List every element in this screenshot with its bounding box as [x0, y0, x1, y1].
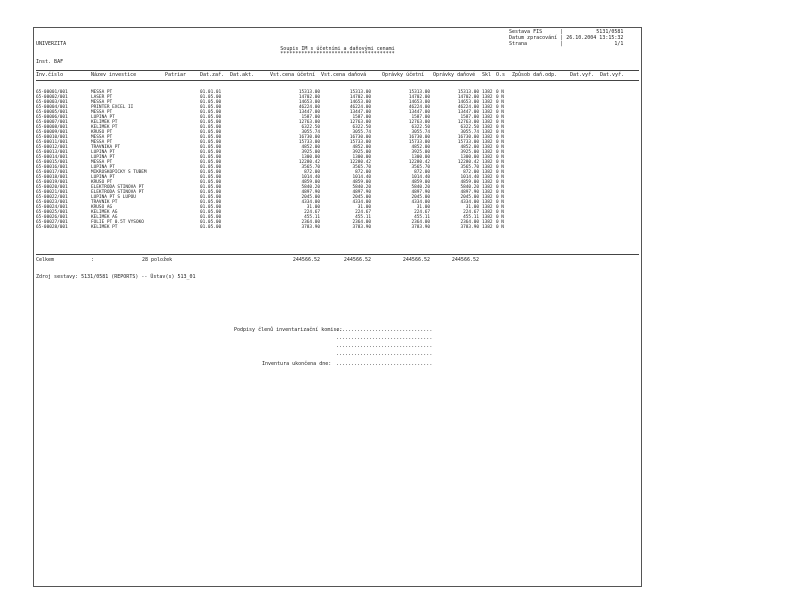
cell-opr_dan: 3565.70	[460, 165, 479, 170]
cell-vstup_uc: 14653.00	[298, 100, 320, 105]
cell-vstup_dan: 16730.00	[349, 135, 371, 140]
cell-zar: 01.05.00	[200, 175, 222, 180]
cell-name: LUPINA PT S LUPOU	[91, 195, 136, 200]
cell-sk: 1382	[482, 135, 493, 140]
cell-ods: 0 N	[496, 155, 504, 160]
cell-vstup_uc: 4859.00	[301, 180, 320, 185]
cell-vstup_dan: 15733.00	[349, 140, 371, 145]
cell-inv: 65-00015/001	[36, 160, 68, 165]
cell-name: MESSA PT	[91, 90, 113, 95]
cell-ods: 0 N	[496, 195, 504, 200]
cell-sk: 1382	[482, 160, 493, 165]
cell-opr_dan: 31.00	[465, 205, 479, 210]
cell-name: MESSA PT	[91, 135, 113, 140]
cell-opr_uc: 4334.00	[411, 200, 430, 205]
cell-opr_dan: 6322.50	[460, 125, 479, 130]
cell-inv: 65-00002/001	[36, 95, 68, 100]
cell-vstup_dan: 455.11	[355, 215, 371, 220]
cell-ods: 0 N	[496, 210, 504, 215]
cell-vstup_dan: 872.00	[355, 170, 371, 175]
cell-opr_uc: 15313.00	[408, 90, 430, 95]
cell-ods: 0 N	[496, 140, 504, 145]
cell-sk: 1382	[482, 155, 493, 160]
cell-vstup_uc: 15733.00	[298, 140, 320, 145]
cell-zar: 01.05.00	[200, 150, 222, 155]
cell-zar: 01.05.00	[200, 170, 222, 175]
total-vstup_uc: 244566.52	[292, 257, 320, 263]
cell-ods: 0 N	[496, 105, 504, 110]
cell-zar: 01.05.00	[200, 190, 222, 195]
total-count: 28 položek	[142, 257, 173, 263]
cell-opr_dan: 3783.90	[460, 225, 479, 230]
cell-name: MESSA PT	[91, 110, 113, 115]
cell-ods: 0 N	[496, 175, 504, 180]
cell-opr_uc: 12280.42	[408, 160, 430, 165]
signature-line-3: ................................	[336, 343, 433, 349]
cell-vstup_uc: 3783.90	[301, 225, 320, 230]
cell-zar: 01.01.01	[200, 90, 222, 95]
cell-zar: 01.05.00	[200, 205, 222, 210]
cell-opr_dan: 872.00	[463, 170, 479, 175]
cell-vstup_uc: 872.00	[304, 170, 320, 175]
total-vstup_dan: 244566.52	[343, 257, 371, 263]
column-header-opr_dan: Oprávky daňové	[433, 72, 476, 78]
cell-ods: 0 N	[496, 95, 504, 100]
cell-inv: 65-00007/001	[36, 120, 68, 125]
cell-ods: 0 N	[496, 205, 504, 210]
cell-name: MESSA PT	[91, 140, 113, 145]
cell-name: LUPINA PT	[91, 175, 115, 180]
signature-line-1: ................................	[336, 327, 433, 333]
cell-ods: 0 N	[496, 100, 504, 105]
cell-sk: 1382	[482, 115, 493, 120]
column-header-pat: Patriar	[165, 72, 187, 78]
cell-name: MESSA PT	[91, 100, 113, 105]
column-header-zp: Způsob daň.odp.	[512, 72, 558, 78]
cell-name: KELIMEK AG	[91, 210, 118, 215]
cell-ods: 0 N	[496, 200, 504, 205]
cell-inv: 65-00028/001	[36, 225, 68, 230]
cell-sk: 1382	[482, 205, 493, 210]
cell-zar: 01.05.00	[200, 185, 222, 190]
cell-vstup_uc: 3055.74	[301, 130, 320, 135]
cell-name: LASER PT	[91, 95, 113, 100]
cell-vstup_dan: 46224.00	[349, 105, 371, 110]
cell-sk: 1382	[482, 175, 493, 180]
cell-sk: 1382	[482, 220, 493, 225]
cell-opr_dan: 4859.00	[460, 180, 479, 185]
cell-name: TRAVNIKA PT	[91, 145, 121, 150]
cell-ods: 0 N	[496, 190, 504, 195]
cell-vstup_dan: 12280.42	[349, 160, 371, 165]
cell-zar: 01.05.00	[200, 165, 222, 170]
cell-ods: 0 N	[496, 160, 504, 165]
cell-inv: 65-00024/001	[36, 205, 68, 210]
meta-line: Sestava FIS | 5131/0581	[509, 29, 624, 35]
column-header-akt: Dat.akt.	[230, 72, 255, 78]
cell-vstup_uc: 1014.40	[301, 175, 320, 180]
cell-zar: 01.05.00	[200, 130, 222, 135]
cell-inv: 65-00019/001	[36, 180, 68, 185]
cell-opr_dan: 1014.40	[460, 175, 479, 180]
cell-zar: 01.05.00	[200, 125, 222, 130]
cell-opr_dan: 1300.00	[460, 155, 479, 160]
cell-opr_uc: 1587.00	[411, 115, 430, 120]
total-rule	[36, 254, 639, 255]
cell-vstup_uc: 4852.00	[301, 145, 320, 150]
cell-vstup_uc: 4897.90	[301, 190, 320, 195]
column-header-vstup_uc: Vst.cena účetní	[270, 72, 316, 78]
report-title: Soupis IM s účetními a daňovými cenami	[280, 46, 395, 52]
total-opr_dan: 244566.52	[451, 257, 479, 263]
cell-opr_uc: 5840.20	[411, 185, 430, 190]
cell-sk: 1382	[482, 95, 493, 100]
cell-vstup_uc: 15313.00	[298, 90, 320, 95]
cell-ods: 0 N	[496, 90, 504, 95]
cell-inv: 65-00016/001	[36, 165, 68, 170]
cell-sk: 1382	[482, 105, 493, 110]
cell-sk: 1382	[482, 165, 493, 170]
signature-line-4: ................................	[336, 351, 433, 357]
cell-opr_dan: 3055.74	[460, 130, 479, 135]
report-source: Zdroj sestavy: 5131/0581 (REPORTS) -- Ústav(s) 513_01	[36, 274, 196, 280]
cell-opr_dan: 16730.00	[457, 135, 479, 140]
cell-name: MIKROSKOPICKY S TUBEM	[91, 170, 147, 175]
cell-opr_uc: 3055.74	[411, 130, 430, 135]
cell-inv: 65-00017/001	[36, 170, 68, 175]
column-header-vstup_dan: Vst.cena daňová	[321, 72, 367, 78]
meta-line: Strana | 1/1	[509, 41, 624, 47]
inventory-end-date-line: ................................	[336, 361, 433, 367]
org-line1: UNIVERZITA	[36, 41, 67, 47]
cell-vstup_uc: 2364.00	[301, 220, 320, 225]
cell-zar: 01.05.00	[200, 140, 222, 145]
cell-opr_uc: 455.11	[414, 215, 430, 220]
cell-inv: 65-00006/001	[36, 115, 68, 120]
cell-name: KELIMEK PT	[91, 225, 118, 230]
cell-vstup_dan: 4852.00	[352, 145, 371, 150]
cell-opr_uc: 31.00	[416, 205, 430, 210]
cell-opr_uc: 3925.00	[411, 150, 430, 155]
report-title-underline: **************************************	[280, 51, 395, 57]
header-rule-top	[36, 70, 639, 71]
cell-ods: 0 N	[496, 120, 504, 125]
cell-ods: 0 N	[496, 220, 504, 225]
cell-inv: 65-00020/001	[36, 185, 68, 190]
cell-opr_dan: 12763.00	[457, 120, 479, 125]
header-rule-bottom	[36, 80, 639, 81]
cell-vstup_uc: 12280.42	[298, 160, 320, 165]
cell-sk: 1382	[482, 190, 493, 195]
cell-vstup_uc: 5840.20	[301, 185, 320, 190]
cell-ods: 0 N	[496, 125, 504, 130]
cell-zar: 01.05.00	[200, 180, 222, 185]
column-header-sk: Skl	[482, 72, 492, 78]
cell-vstup_dan: 14653.00	[349, 100, 371, 105]
cell-vstup_uc: 455.11	[304, 215, 320, 220]
cell-zar: 01.05.00	[200, 155, 222, 160]
cell-sk: 1382	[482, 90, 493, 95]
cell-sk: 1382	[482, 125, 493, 130]
cell-opr_uc: 12763.00	[408, 120, 430, 125]
cell-vstup_uc: 224.67	[304, 210, 320, 215]
cell-vstup_dan: 3565.70	[352, 165, 371, 170]
cell-opr_dan: 3925.00	[460, 150, 479, 155]
cell-inv: 65-00014/001	[36, 155, 68, 160]
cell-opr_dan: 4852.00	[460, 145, 479, 150]
cell-name: KELIMEK AG	[91, 215, 118, 220]
cell-ods: 0 N	[496, 150, 504, 155]
cell-vstup_uc: 1587.00	[301, 115, 320, 120]
cell-opr_uc: 14702.00	[408, 95, 430, 100]
cell-opr_uc: 2364.00	[411, 220, 430, 225]
inventory-end-date-label: Inventura ukončena dne:	[262, 361, 332, 367]
cell-vstup_uc: 1300.00	[301, 155, 320, 160]
cell-name: FOLIE PT 0.5T VYSOKO	[91, 220, 144, 225]
report-meta	[509, 29, 623, 47]
cell-ods: 0 N	[496, 135, 504, 140]
cell-vstup_uc: 4334.00	[301, 200, 320, 205]
cell-sk: 1382	[482, 110, 493, 115]
cell-opr_dan: 4334.00	[460, 200, 479, 205]
cell-opr_uc: 46224.00	[408, 105, 430, 110]
cell-inv: 65-00021/001	[36, 190, 68, 195]
column-header-inv: Inv.číslo	[36, 72, 64, 78]
commission-signature-label: Podpisy členů inventarizační komise:	[234, 327, 343, 333]
cell-inv: 65-00011/001	[36, 140, 68, 145]
total-label: Celkem	[36, 257, 55, 263]
cell-sk: 1382	[482, 120, 493, 125]
cell-vstup_dan: 4859.00	[352, 180, 371, 185]
cell-opr_dan: 15313.00	[457, 90, 479, 95]
cell-name: PRINTER EXCEL II	[91, 105, 134, 110]
cell-ods: 0 N	[496, 145, 504, 150]
cell-opr_uc: 224.67	[414, 210, 430, 215]
cell-vstup_dan: 13447.00	[349, 110, 371, 115]
cell-opr_uc: 16730.00	[408, 135, 430, 140]
cell-ods: 0 N	[496, 225, 504, 230]
cell-inv: 65-00027/001	[36, 220, 68, 225]
cell-vstup_uc: 46224.00	[298, 105, 320, 110]
cell-vstup_dan: 224.67	[355, 210, 371, 215]
cell-zar: 01.05.00	[200, 195, 222, 200]
cell-vstup_uc: 14702.00	[298, 95, 320, 100]
cell-vstup_dan: 3925.00	[352, 150, 371, 155]
cell-sk: 1382	[482, 145, 493, 150]
cell-zar: 01.05.00	[200, 145, 222, 150]
cell-opr_dan: 12280.42	[457, 160, 479, 165]
cell-name: ELEKTRODA STINOVA PT	[91, 190, 144, 195]
cell-opr_dan: 2045.00	[460, 195, 479, 200]
total-sep: :	[91, 257, 95, 263]
cell-opr_dan: 14702.00	[457, 95, 479, 100]
cell-inv: 65-00026/001	[36, 215, 68, 220]
cell-opr_uc: 4852.00	[411, 145, 430, 150]
cell-ods: 0 N	[496, 130, 504, 135]
column-header-zar: Dat.zař.	[200, 72, 225, 78]
cell-opr_dan: 1587.00	[460, 115, 479, 120]
cell-name: TRAVNIK PT	[91, 200, 118, 205]
cell-inv: 65-00005/001	[36, 110, 68, 115]
cell-ods: 0 N	[496, 170, 504, 175]
cell-zar: 01.05.00	[200, 160, 222, 165]
cell-inv: 65-00009/001	[36, 130, 68, 135]
cell-opr_dan: 4897.90	[460, 190, 479, 195]
cell-zar: 01.05.00	[200, 135, 222, 140]
cell-sk: 1382	[482, 150, 493, 155]
report-page	[33, 27, 642, 587]
cell-ods: 0 N	[496, 180, 504, 185]
cell-sk: 1382	[482, 100, 493, 105]
cell-zar: 01.05.00	[200, 210, 222, 215]
cell-vstup_dan: 15313.00	[349, 90, 371, 95]
cell-vstup_dan: 4897.90	[352, 190, 371, 195]
cell-opr_dan: 15733.00	[457, 140, 479, 145]
cell-vstup_dan: 31.00	[357, 205, 371, 210]
cell-inv: 65-00008/001	[36, 125, 68, 130]
cell-name: ELEKTRODA STINOVA PT	[91, 185, 144, 190]
cell-opr_uc: 1300.00	[411, 155, 430, 160]
cell-inv: 65-00012/001	[36, 145, 68, 150]
cell-name: KRUSO PT	[91, 130, 113, 135]
cell-name: MESSA PT	[91, 160, 113, 165]
cell-opr_dan: 14653.00	[457, 100, 479, 105]
cell-zar: 01.05.00	[200, 200, 222, 205]
cell-opr_dan: 5840.20	[460, 185, 479, 190]
column-header-opr_uc: Oprávky účetní	[382, 72, 425, 78]
cell-name: KRUSO AG	[91, 205, 113, 210]
cell-opr_uc: 2045.00	[411, 195, 430, 200]
cell-sk: 1382	[482, 195, 493, 200]
cell-vstup_uc: 12763.00	[298, 120, 320, 125]
cell-opr_uc: 14653.00	[408, 100, 430, 105]
column-header-vyr2: Dat.vyř.	[600, 72, 625, 78]
cell-vstup_uc: 3925.00	[301, 150, 320, 155]
cell-ods: 0 N	[496, 115, 504, 120]
cell-opr_uc: 4897.90	[411, 190, 430, 195]
cell-inv: 65-00003/001	[36, 100, 68, 105]
cell-sk: 1382	[482, 225, 493, 230]
cell-name: LUPINA PT	[91, 165, 115, 170]
cell-vstup_uc: 16730.00	[298, 135, 320, 140]
org-line2: Inst. BAF	[36, 59, 64, 65]
cell-ods: 0 N	[496, 215, 504, 220]
cell-zar: 01.05.00	[200, 100, 222, 105]
cell-zar: 01.05.00	[200, 120, 222, 125]
cell-ods: 0 N	[496, 185, 504, 190]
cell-vstup_uc: 6322.50	[301, 125, 320, 130]
total-opr_uc: 244566.52	[402, 257, 430, 263]
cell-opr_uc: 13447.00	[408, 110, 430, 115]
cell-vstup_dan: 2364.00	[352, 220, 371, 225]
cell-opr_dan: 46224.00	[457, 105, 479, 110]
cell-vstup_dan: 2045.00	[352, 195, 371, 200]
cell-opr_uc: 872.00	[414, 170, 430, 175]
cell-sk: 1382	[482, 180, 493, 185]
cell-inv: 65-00001/001	[36, 90, 68, 95]
cell-vstup_dan: 6322.50	[352, 125, 371, 130]
cell-opr_dan: 2364.00	[460, 220, 479, 225]
cell-sk: 1382	[482, 140, 493, 145]
cell-inv: 65-00022/001	[36, 195, 68, 200]
cell-inv: 65-00025/001	[36, 210, 68, 215]
cell-zar: 01.05.00	[200, 225, 222, 230]
cell-name: LUPINA PT	[91, 115, 115, 120]
cell-zar: 01.05.00	[200, 95, 222, 100]
cell-inv: 65-00018/001	[36, 175, 68, 180]
cell-name: LUPINA PT	[91, 150, 115, 155]
cell-zar: 01.05.00	[200, 105, 222, 110]
cell-zar: 01.05.00	[200, 220, 222, 225]
cell-opr_uc: 3783.90	[411, 225, 430, 230]
cell-ods: 0 N	[496, 165, 504, 170]
column-header-vyr: Dat.vyř.	[570, 72, 595, 78]
cell-vstup_uc: 2045.00	[301, 195, 320, 200]
signature-line-2: ................................	[336, 335, 433, 341]
cell-vstup_dan: 1587.00	[352, 115, 371, 120]
cell-opr_dan: 455.11	[463, 215, 479, 220]
cell-sk: 1382	[482, 210, 493, 215]
cell-name: KELIMEK PT	[91, 120, 118, 125]
cell-opr_uc: 6322.50	[411, 125, 430, 130]
cell-zar: 01.05.00	[200, 115, 222, 120]
cell-inv: 65-00004/001	[36, 105, 68, 110]
cell-vstup_uc: 31.00	[306, 205, 320, 210]
cell-vstup_uc: 3565.70	[301, 165, 320, 170]
cell-name: KELIMEK PT	[91, 125, 118, 130]
cell-name: KRUSO PT	[91, 180, 113, 185]
cell-vstup_dan: 5840.20	[352, 185, 371, 190]
cell-inv: 65-00013/001	[36, 150, 68, 155]
cell-vstup_dan: 1300.00	[352, 155, 371, 160]
cell-inv: 65-00010/001	[36, 135, 68, 140]
cell-sk: 1382	[482, 185, 493, 190]
cell-sk: 1382	[482, 215, 493, 220]
cell-zar: 01.05.00	[200, 110, 222, 115]
cell-ods: 0 N	[496, 110, 504, 115]
cell-vstup_dan: 12763.00	[349, 120, 371, 125]
cell-opr_uc: 1014.40	[411, 175, 430, 180]
cell-opr_uc: 3565.70	[411, 165, 430, 170]
cell-opr_uc: 4859.00	[411, 180, 430, 185]
cell-opr_dan: 13447.00	[457, 110, 479, 115]
column-header-name: Název investice	[91, 72, 137, 78]
cell-vstup_dan: 14702.00	[349, 95, 371, 100]
cell-sk: 1382	[482, 200, 493, 205]
cell-sk: 1382	[482, 130, 493, 135]
cell-name: LUPINA PT	[91, 155, 115, 160]
cell-opr_uc: 15733.00	[408, 140, 430, 145]
cell-vstup_dan: 1014.40	[352, 175, 371, 180]
cell-opr_dan: 224.67	[463, 210, 479, 215]
cell-vstup_dan: 3055.74	[352, 130, 371, 135]
cell-sk: 1382	[482, 170, 493, 175]
column-header-ods: O.s	[496, 72, 506, 78]
meta-line: Datum zpracování | 26.10.2004 13:15:32	[509, 35, 624, 41]
cell-vstup_dan: 3783.90	[352, 225, 371, 230]
cell-vstup_dan: 4334.00	[352, 200, 371, 205]
cell-vstup_uc: 13447.00	[298, 110, 320, 115]
cell-zar: 01.05.00	[200, 215, 222, 220]
cell-inv: 65-00023/001	[36, 200, 68, 205]
